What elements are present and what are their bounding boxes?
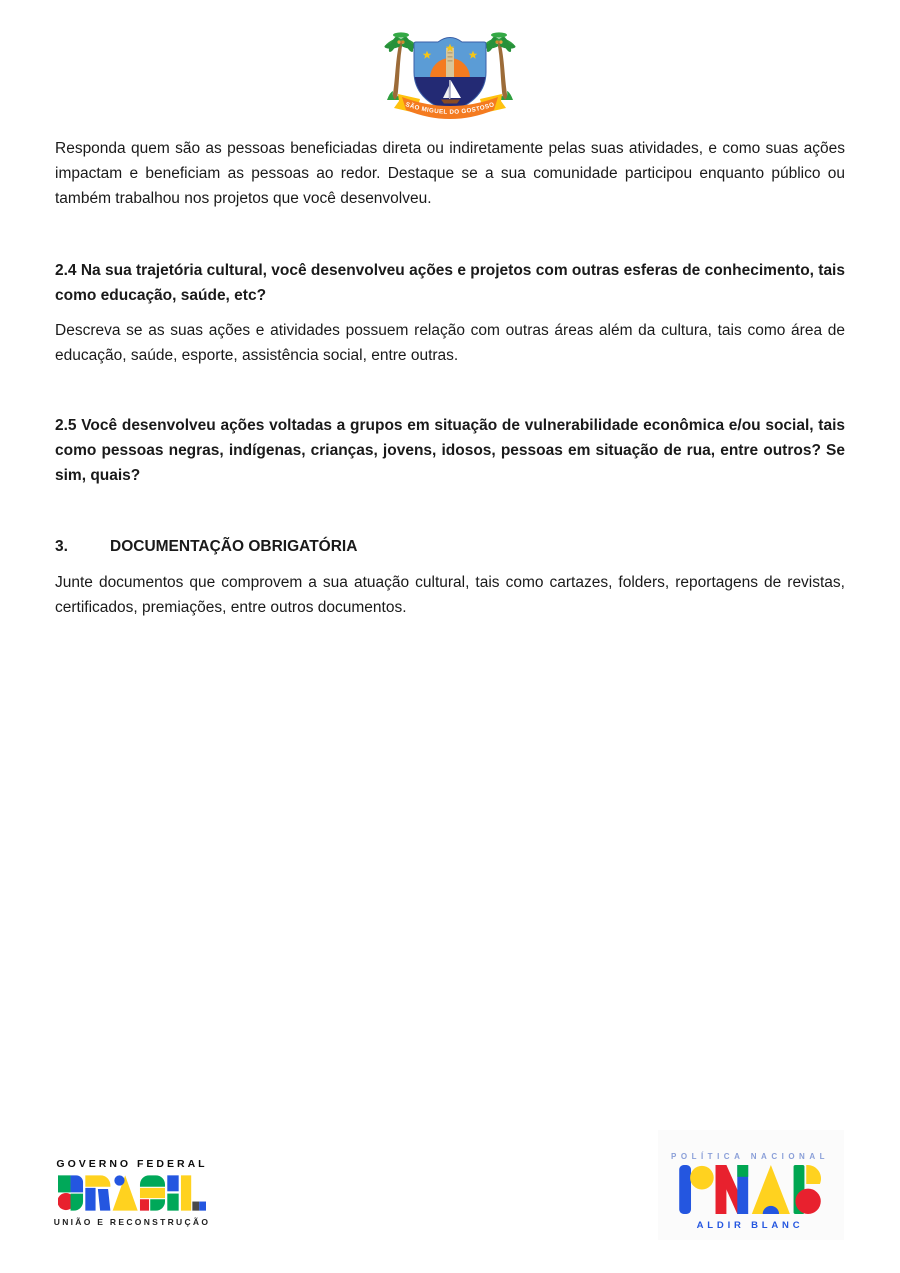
aldir-blanc-label: ALDIR BLANC bbox=[696, 1220, 804, 1231]
heading-2-4: 2.4 Na sua trajetória cultural, você desenvolveu ações e projetos com outras esferas de conhecimento, tais como educação, saúde, etc? bbox=[55, 262, 845, 304]
governo-federal-logo bbox=[53, 1158, 211, 1227]
pnab-wordmark-icon bbox=[679, 1165, 821, 1214]
municipal-crest bbox=[380, 14, 520, 120]
pnab-logo bbox=[672, 1152, 828, 1231]
brasil-wordmark-icon bbox=[58, 1174, 206, 1212]
document-body bbox=[55, 136, 845, 620]
politica-nacional-label: POLÍTICA NACIONAL bbox=[671, 1152, 829, 1161]
governo-federal-label: GOVERNO FEDERAL bbox=[56, 1158, 208, 1170]
paragraph-3: Junte documentos que comprovem a sua atuação cultural, tais como cartazes, folders, reportagens de revistas, certificados, premiações, entre outros documentos. bbox=[55, 574, 845, 616]
paragraph-2-4: Descreva se as suas ações e atividades possuem relação com outras áreas além da cultura, tais como área de educação, saúde, esporte, assistência social, entre outras. bbox=[55, 322, 845, 364]
heading-3-title: DOCUMENTAÇÃO OBRIGATÓRIA bbox=[110, 538, 358, 555]
palm-tree-right bbox=[482, 32, 517, 100]
heading-3-number: 3. bbox=[55, 538, 68, 555]
palm-tree-left bbox=[384, 32, 419, 100]
heading-2-5: 2.5 Você desenvolveu ações voltadas a grupos em situação de vulnerabilidade econômica e/ou social, tais como pessoas negras, indígenas, crianças, jovens, idosos, pessoas em situação de rua, entre outros? Se sim, quais? bbox=[55, 417, 845, 484]
crest-banner-text: SÃO MIGUEL DO GOSTOSO bbox=[404, 101, 496, 116]
paragraph-2-3-answer: Responda quem são as pessoas beneficiadas direta ou indiretamente pelas suas atividades, e como suas ações impactam e beneficiam as pessoas ao redor. Destaque se a sua comunidade participou enquanto público ou também trabalhou nos projetos que você desenvolveu. bbox=[55, 140, 845, 207]
uniao-reconstrucao-label: UNIÃO E RECONSTRUÇÃO bbox=[53, 1217, 211, 1227]
heading-3 bbox=[55, 534, 845, 559]
